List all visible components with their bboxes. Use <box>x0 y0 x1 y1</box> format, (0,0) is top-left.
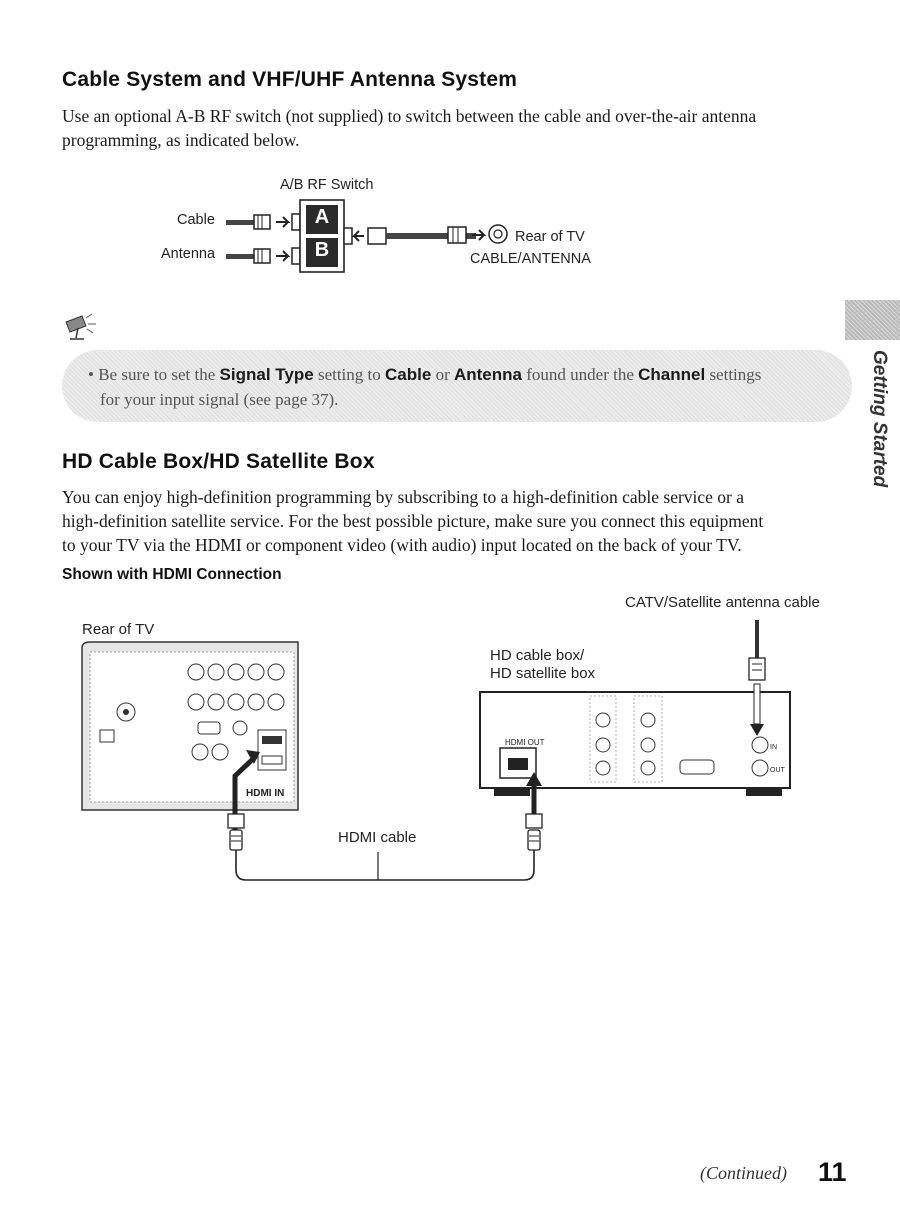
ab-switch-wiring <box>150 170 630 280</box>
tv-hdmi-in-text: HDMI IN <box>246 788 285 799</box>
tip-term-cable: Cable <box>385 365 432 384</box>
side-tab-marker <box>845 300 900 340</box>
paragraph-line: to your TV via the HDMI or component video (with audio) input located on the back of your TV. <box>62 535 742 555</box>
tip-line-2: for your input signal (see page 37). <box>100 390 339 409</box>
hd-box-label-line: HD satellite box <box>490 665 596 682</box>
tip-line-1 <box>88 365 761 385</box>
hd-box-label-line: HD cable box/ <box>490 647 585 664</box>
paragraph-line: programming, as indicated below. <box>62 130 300 150</box>
rear-of-tv-label: Rear of TV <box>82 621 155 638</box>
tip-text: found under the <box>521 365 639 384</box>
tip-term-signal-type: Signal Type <box>219 365 314 384</box>
hdmi-plug-right-icon <box>526 814 542 850</box>
catv-cable-label: CATV/Satellite antenna cable <box>625 594 820 611</box>
tip-term-channel: Channel <box>638 365 706 384</box>
tip-term-antenna: Antenna <box>453 365 522 384</box>
hdmi-cable-line <box>236 850 534 880</box>
hdmi-connection-diagram <box>60 600 850 890</box>
section-heading-cable-antenna: Cable System and VHF/UHF Antenna System <box>62 68 518 91</box>
cable-antenna-port-label: CABLE/ANTENNA <box>470 251 591 267</box>
hdmi-connection-subheading: Shown with HDMI Connection <box>62 566 282 583</box>
hd-box-hdmi-out-text: HDMI OUT <box>505 738 545 747</box>
side-tab-label: Getting Started <box>869 350 890 488</box>
tip-bullet: • <box>88 365 94 384</box>
tv-rear-panel <box>82 642 298 810</box>
tip-text: setting to <box>313 365 386 384</box>
section-hd-paragraph <box>62 485 852 557</box>
page-number: 11 <box>818 1157 847 1187</box>
antenna-connector-icon <box>226 248 300 264</box>
tip-box <box>62 350 852 422</box>
tip-text: or <box>431 365 454 384</box>
paragraph-line: high-definition satellite service. For the best possible picture, make sure you connect this equipment <box>62 511 764 531</box>
hdmi-plug-left-icon <box>228 814 244 850</box>
ab-switch-diagram <box>150 170 630 280</box>
tip-text: Be sure to set the <box>98 365 220 384</box>
cable-label: Cable <box>177 212 215 228</box>
cable-connector-icon <box>226 214 300 230</box>
section-intro-paragraph <box>62 104 852 152</box>
paragraph-line: You can enjoy high-definition programming by subscribing to a high-definition cable service or a <box>62 487 745 507</box>
rear-of-tv-label: Rear of TV <box>515 229 585 245</box>
section-heading-hd-box: HD Cable Box/HD Satellite Box <box>62 450 375 473</box>
switch-port-a: A <box>314 206 330 228</box>
continued-note: (Continued) <box>700 1163 787 1183</box>
hd-box-in-text: IN <box>770 744 777 751</box>
switch-port-b: B <box>314 239 330 261</box>
tip-lamp-icon <box>62 312 102 342</box>
antenna-label: Antenna <box>161 246 216 262</box>
tip-text: settings <box>705 365 762 384</box>
hdmi-cable-label: HDMI cable <box>338 829 417 846</box>
hd-box-out-text: OUT <box>770 767 785 774</box>
hd-cable-box <box>480 692 790 796</box>
paragraph-line: Use an optional A-B RF switch (not supplied) to switch between the cable and over-the-air antenna <box>62 106 757 126</box>
ab-switch-label: A/B RF Switch <box>280 177 374 193</box>
